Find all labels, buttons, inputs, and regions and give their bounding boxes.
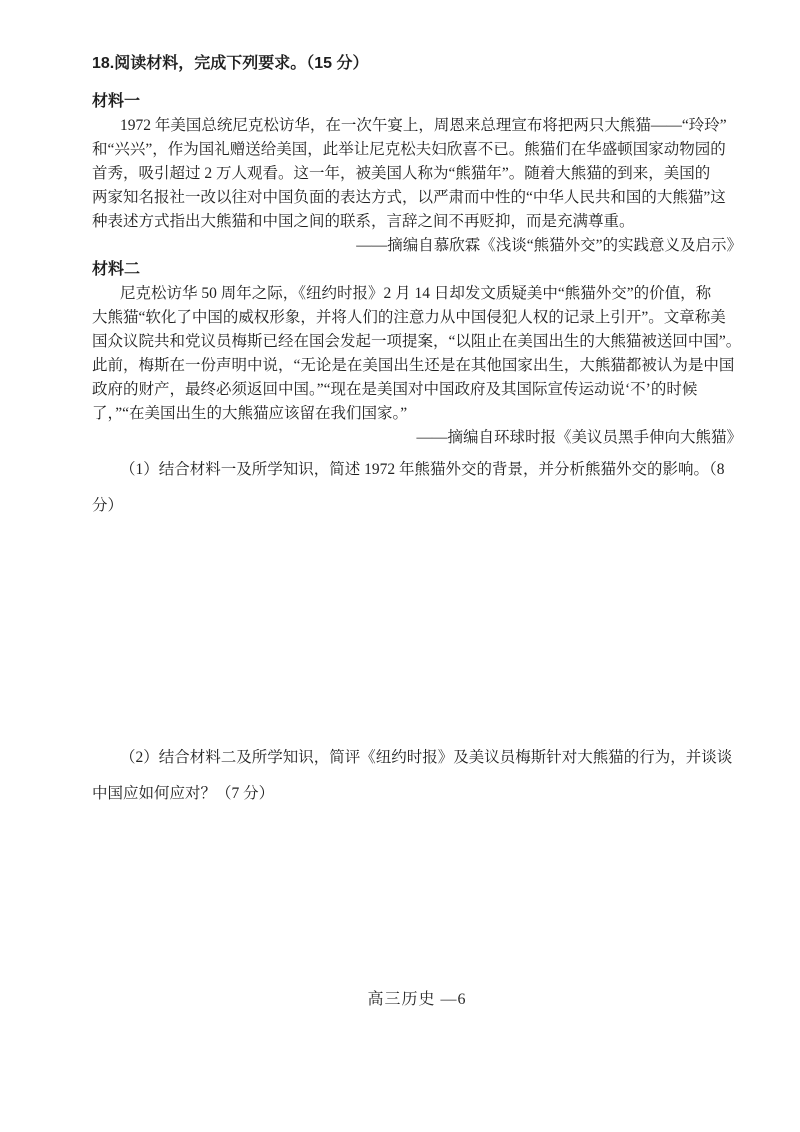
material-1-label: 材料一 (92, 93, 141, 110)
answer-space-1 (92, 524, 742, 738)
question-line: （1）结合材料一及所学知识，简述 1972 年熊猫外交的背景，并分析熊猫外交的影响。（8 (120, 461, 725, 478)
paragraph-line: 种表述方式指出大熊猫和中国之间的联系，言辞之间不再贬抑，而是充满尊重。 (92, 213, 635, 230)
paragraph-line: 1972 年美国总统尼克松访华，在一次午宴上，周恩来总理宣布将把两只大熊猫——“玲玲” (120, 117, 727, 134)
paragraph-line: 了，”“在美国出生的大熊猫应该留在我们国家。” (92, 405, 408, 422)
page-footer: 高三历史 —6 (367, 991, 467, 1008)
question-header: 18.阅读材料，完成下列要求。（15 分） (92, 55, 369, 72)
paragraph-line: 首秀，吸引超过 2 万人观看。这一年，被美国人称为“熊猫年”。随着大熊猫的到来，美国的 (92, 165, 711, 182)
paragraph-line: 两家知名报社一改以往对中国负面的表达方式，以严肃而中性的“中华人民共和国的大熊猫”这 (92, 189, 726, 206)
paragraph-line: 此前，梅斯在一份声明中说，“无论是在美国出生还是在其他国家出生，大熊猫都被认为是中国 (92, 357, 735, 374)
paragraph-line: 和“兴兴”，作为国礼赠送给美国，此举让尼克松夫妇欣喜不已。熊猫们在华盛顿国家动物园的 (92, 141, 726, 158)
question-line: 分） (92, 497, 124, 514)
material-1-paragraph (92, 114, 742, 234)
question-line: 中国应如何应对？（7 分） (92, 785, 275, 802)
question-line: （2）结合材料二及所学知识，简评《纽约时报》及美议员梅斯针对大熊猫的行为，并谈谈 (120, 749, 733, 766)
material-2-attribution: ——摘编自环球时报《美议员黑手伸向大熊猫》 (416, 429, 742, 446)
question-part-2 (92, 740, 742, 812)
paragraph-line: 政府的财产，最终必须返回中国。”“现在是美国对中国政府及其国际宣传运动说‘不’的时候 (92, 381, 698, 398)
paragraph-line: 大熊猫“软化了中国的威权形象，并将人们的注意力从中国侵犯人权的记录上引开”。文章称美 (92, 309, 726, 326)
question-part-1 (92, 452, 742, 524)
paragraph-line: 尼克松访华 50 周年之际，《纽约时报》2 月 14 日却发文质疑美中“熊猫外交”的价值，称 (120, 285, 712, 302)
material-1-attribution: ——摘编自慕欣霖《浅谈“熊猫外交”的实践意义及启示》 (356, 237, 742, 254)
material-2-paragraph (92, 282, 742, 426)
material-2-label: 材料二 (92, 261, 141, 278)
paragraph-line: 国众议院共和党议员梅斯已经在国会发起一项提案，“以阻止在美国出生的大熊猫被送回中国”。 (92, 333, 742, 350)
